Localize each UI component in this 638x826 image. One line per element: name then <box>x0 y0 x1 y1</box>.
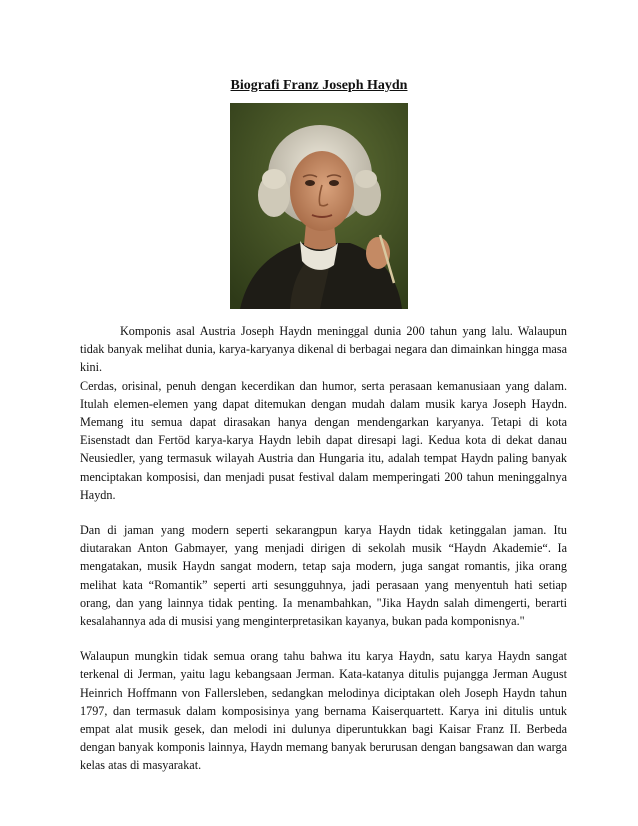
paragraph-1: Komponis asal Austria Joseph Haydn meninggal dunia 200 tahun yang lalu. Walaupun tidak banyak melihat dunia, karya-karyanya dikenal di berbagai negara dan dimainkan hingga masa kini. <box>80 324 567 375</box>
paragraph-2: Cerdas, orisinal, penuh dengan kecerdikan dan humor, serta perasaan kemanusiaan yang dalam. Itulah elemen-elemen yang dapat ditemukan dengan mudah dalam musik karya Joseph Haydn. Memang itu semua dapat dirasakan hanya dengan mendengarkan karyanya. Tetapi di kota Eisenstadt dan Fertöd karya-karya Haydn lebih dapat diresapi lagi. Kedua kota di dekat danau Neusiedler, yang termasuk wilayah Austria dan Hungaria itu, adalah tempat Haydn paling banyak menciptakan komposisi, dan menjadi pusat festival dalam memperingati 200 tahun meninggalnya Haydn. <box>80 378 567 502</box>
paragraph-3: Dan di jaman yang modern seperti sekarangpun karya Haydn tidak ketinggalan jaman. Itu diutarakan Anton Gabmayer, yang menjadi dirigen di sekolah musik “Haydn Akademie“. Ia mengatakan, musik Haydn sangat modern, tetap saja modern, juga sangat romantis, jika orang melihat kata “Romantik” seperti arti sesungguhnya, jadi perasaan yang menyentuh hati setiap orang, dan yang lainnya tidak penting. Ia menambahkan, "Jika Haydn salah dimengerti, berarti kesalahannya ada di musisi yang menginterpretasikan kayanya, bukan pada komponisnya." <box>80 523 567 629</box>
portrait-icon <box>230 103 408 309</box>
article-body <box>80 322 567 775</box>
paragraph-4: Walaupun mungkin tidak semua orang tahu bahwa itu karya Haydn, satu karya Haydn sangat terkenal di Jerman, yaitu lagu kebangsaan Jerman. Kata-katanya ditulis pujangga Jerman August Heinrich Hoffmann von Fallersleben, sedangkan melodinya diciptakan oleh Joseph Haydn tahun 1797, dan termasuk dalam komposisinya yang bernama Kaiserquartett. Karya ini ditulis untuk empat alat musik gesek, dan melodi ini dulunya diperuntukkan bagi Kaisar Franz II. Berbeda dengan banyak komponis lainnya, Haydn memang banyak berurusan dengan bangsawan dan warga kelas atas di masyarakat. <box>80 649 567 773</box>
portrait-image <box>230 103 408 309</box>
document-title: Biografi Franz Joseph Haydn <box>230 78 408 93</box>
